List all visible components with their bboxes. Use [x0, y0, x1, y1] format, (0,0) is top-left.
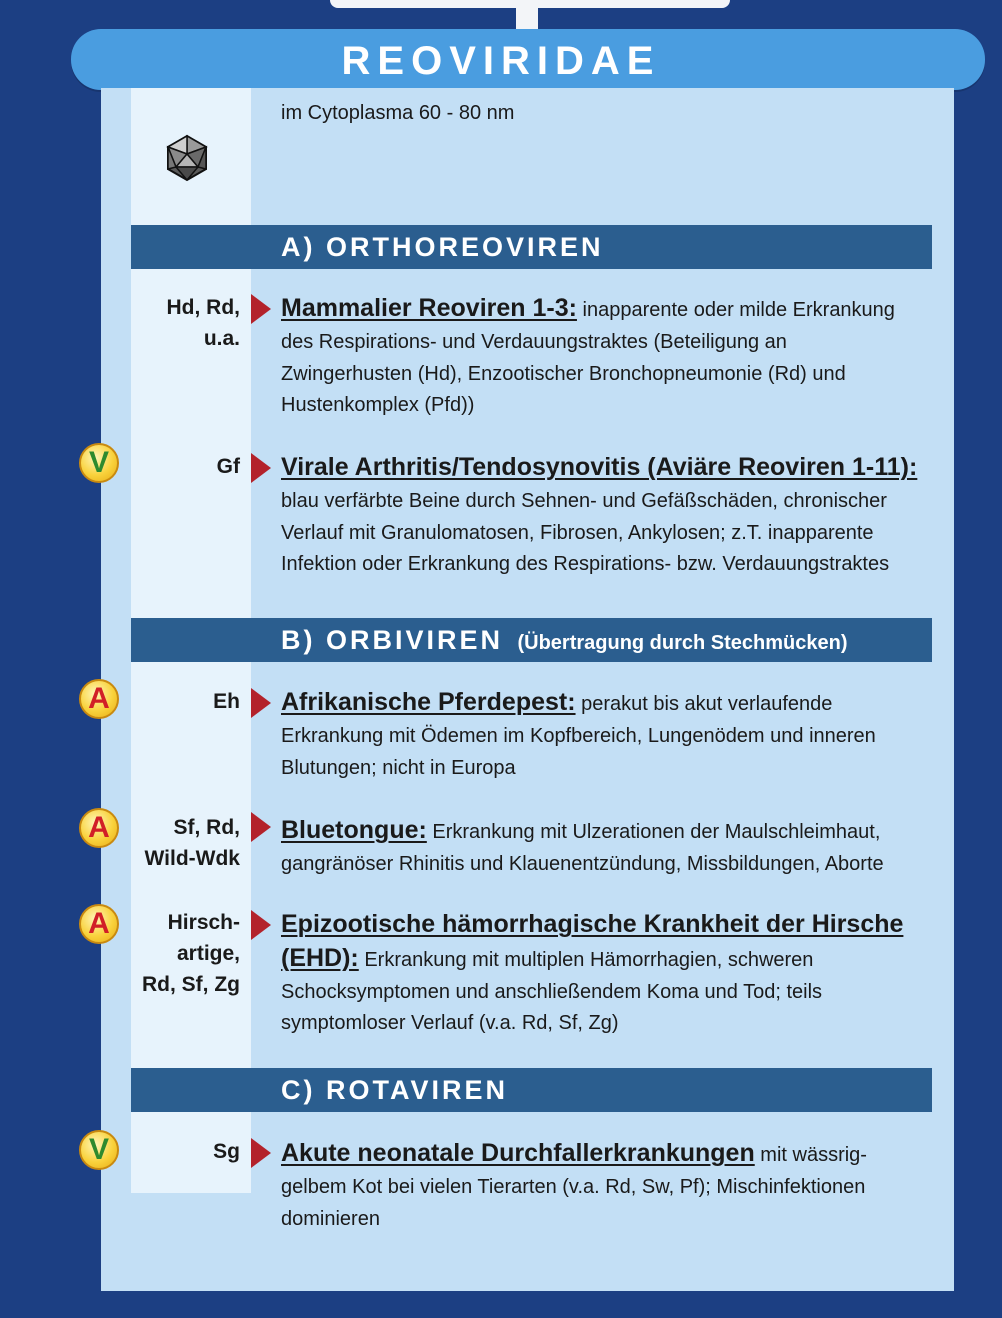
disease-description: Erkrankung mit multiplen Hämorrhagien, schweren Schocksymptomen und anschließendem Koma und Tod; teils symptomloser Verlauf (v.a. Rd, Sf, Zg): [281, 948, 823, 1035]
arrow-marker-icon: [251, 812, 271, 842]
host-label: Sf, Rd, Wild-Wdk: [144, 816, 240, 870]
section-title: C) ROTAVIREN: [281, 1075, 508, 1105]
arrow-marker-icon: [251, 688, 271, 718]
section-header-rotaviren: [131, 1068, 932, 1112]
disease-entry: [281, 293, 921, 422]
disease-description: Erkrankung mit Ulzerationen der Maulschleimhaut, gangränöser Rhinitis und Klauenentzündung, Missbildungen, Aborte: [281, 821, 884, 875]
arrow-marker-icon: [251, 910, 271, 940]
host-label: Hirsch- artige, Rd, Sf, Zg: [142, 911, 240, 996]
disease-description: perakut bis akut verlaufende Erkrankung mit Ödemen im Kopfbereich, Lungenödem und inneren Blutungen; nicht in Europa: [281, 693, 876, 779]
section-header-orthoreoviren: [131, 225, 932, 269]
arrow-marker-icon: [251, 294, 271, 324]
disease-description: inapparente oder milde Erkrankung des Respirations- und Verdauungstraktes (Beteiligung an Zwingerhusten (Hd), Enzootischer Bronchopneumonie (Rd) und Hustenkomplex (Pfd)): [281, 299, 895, 417]
disease-entry: [281, 687, 921, 784]
disease-description: blau verfärbte Beine durch Sehnen- und Gefäßschäden, chronischer Verlauf mit Granulomatosen, Fibrosen, Ankylosen; z.T. inapparente Infektion oder Erkrankung des Respirations- bzw. Verdauungstraktes: [281, 489, 890, 576]
disease-entry: [281, 452, 921, 581]
host-label: Hd, Rd, u.a.: [166, 296, 240, 350]
a-badge-icon: A: [79, 808, 119, 848]
host-label: Eh: [213, 690, 240, 713]
disease-description: mit wässrig-gelbem Kot bei vielen Tierarten (v.a. Rd, Sw, Pf); Mischinfektionen dominieren: [281, 1144, 867, 1230]
section-title: A) ORTHOREOVIREN: [281, 232, 604, 262]
disease-name: Epizootische hämorrhagische Krankheit der Hirsche (EHD):: [281, 910, 904, 972]
disease-name: Mammalier Reoviren 1-3:: [281, 294, 577, 322]
v-badge-icon: V: [79, 1130, 119, 1170]
disease-entry: [281, 815, 921, 881]
disease-entry: [281, 1138, 921, 1235]
disease-entry: [281, 909, 921, 1040]
host-label: Sg: [213, 1140, 240, 1163]
section-subtitle: (Übertragung durch Stechmücken): [517, 632, 848, 654]
a-badge-icon: A: [79, 904, 119, 944]
section-title: B) ORBIVIREN: [281, 625, 504, 655]
host-label: Gf: [216, 455, 240, 478]
arrow-marker-icon: [251, 1138, 271, 1168]
disease-name: Virale Arthritis/Tendosynovitis (Aviäre Reoviren 1-11):: [281, 453, 918, 481]
section-header-orbiviren: [131, 618, 932, 662]
disease-name: Akute neonatale Durchfallerkrankungen: [281, 1139, 755, 1167]
disease-name: Bluetongue:: [281, 816, 427, 844]
v-badge-icon: V: [79, 443, 119, 483]
disease-name: Afrikanische Pferdepest:: [281, 688, 576, 716]
page-title: REOVIRIDAE: [341, 39, 661, 83]
a-badge-icon: A: [79, 679, 119, 719]
virion-size-text: im Cytoplasma 60 - 80 nm: [281, 102, 515, 124]
icosahedron-icon: [163, 134, 211, 182]
arrow-marker-icon: [251, 453, 271, 483]
